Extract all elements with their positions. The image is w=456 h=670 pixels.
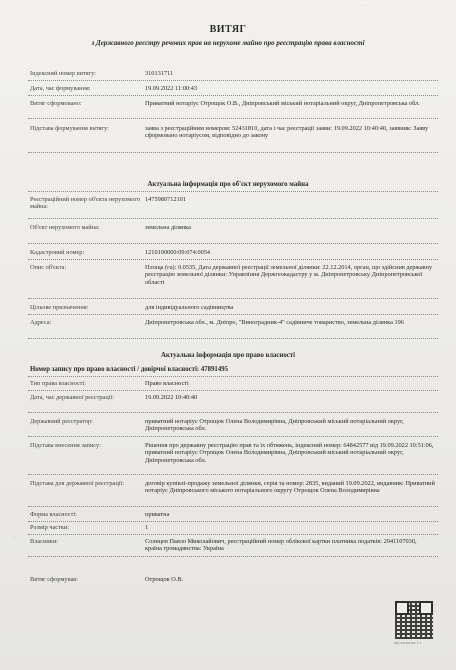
separator [28, 298, 438, 299]
separator [28, 474, 438, 475]
row-value: Площа (га): 0.0535, Дата державної реєстрації земельної ділянки: 22.12.2014, орган, що здійснив державну реєстрацію земельної ділянки: Управління Держгеокадастру у м. Дніпропетровську Дніпропетровської області [145, 264, 433, 286]
row-label: Опис об'єкта: [30, 264, 67, 271]
row-value: 1475980712101 [145, 196, 186, 203]
separator [28, 506, 438, 507]
row-value: Солнцев Павло Миколайович, реєстраційний номер облікової картки платника податків: 2941107030, країна громадянства: Україна [145, 538, 417, 553]
row-label: Державний реєстратор: [30, 418, 93, 425]
separator [28, 191, 438, 192]
row-label: Розмір частки: [30, 524, 70, 531]
row-value: 1210100000:09:074:0054 [145, 249, 211, 256]
row-label: Підстава внесення запису: [30, 442, 101, 449]
rights-section-heading: Актуальна інформація про право власності [161, 352, 295, 359]
separator [28, 521, 438, 522]
row-value: Дніпропетровська обл., м. Дніпро, "Виноградник-4" садівниче товариство, земельна ділянка 196 [145, 319, 404, 326]
separator [28, 556, 438, 557]
separator [28, 243, 438, 244]
separator [28, 338, 438, 339]
row-value: 19.09.2022 11:00:43 [145, 85, 198, 92]
row-label: Кадастровий номер: [30, 249, 85, 256]
separator [28, 534, 438, 535]
row-label: Витяг сформовано: [30, 100, 82, 107]
separator [28, 95, 438, 96]
separator [28, 152, 438, 153]
qr-caption: #01-XXXXXX-7.1 [394, 641, 422, 645]
document-subtitle: з Державного реєстру речових прав на нерухоме майно про реєстрацію права власності [91, 39, 365, 47]
row-label: Цільове призначення: [30, 304, 89, 311]
row-label: Тип права власності: [30, 380, 86, 387]
qr-code [395, 601, 433, 639]
row-value: Отрощок О.В. [145, 576, 184, 583]
row-label: Дата, час формування: [30, 85, 91, 92]
row-label: Підстава для державної реєстрації: [30, 480, 124, 487]
document-title: ВИТЯГ [209, 24, 247, 35]
row-value: договір купівлі-продажу земельної ділянки, серія та номер: 2835, виданий 19.09.2022, видавник: Приватний нотаріус Дніпровського міського нотаріального округу Отрощок Олена Володимирівна [145, 480, 435, 495]
separator [28, 412, 438, 413]
separator [28, 218, 438, 219]
row-label: Власники: [30, 538, 58, 545]
row-label: Дата, час державної реєстрації: [30, 394, 114, 401]
row-value: 1 [145, 524, 149, 531]
separator [28, 80, 438, 81]
ownership-record-number: Номер запису про право власності / довірчої власності: 47891495 [30, 366, 229, 373]
row-label: Об'єкт нерухомого майна: [30, 224, 100, 231]
row-label: Реєстраційний номер об'єкта нерухомого майна: [30, 196, 140, 211]
margin-mark: · [13, 535, 15, 541]
separator [28, 259, 438, 260]
row-label: Витяг сформував: [30, 576, 78, 583]
separator [28, 390, 438, 391]
separator [28, 436, 438, 437]
row-value: заява з реєстраційним номером: 52431810, дата і час реєстрації заяви: 19.09.2022 10:40:40, заявник: Заяву сформовано нотаріусом, відповідно до закону [145, 125, 429, 140]
row-value: приватний нотаріус Отрощок Олена Володимирівна, Дніпровський міський нотаріальний округ, Дніпропетровська обл. [145, 418, 404, 433]
row-label: Підстава формування витягу: [30, 125, 109, 132]
row-label: Форма власності: [30, 511, 77, 518]
separator [28, 314, 438, 315]
row-label: Адреса: [30, 319, 52, 326]
row-value: Право власності [145, 380, 189, 387]
object-section-heading: Актуальна інформація про об'єкт нерухомого майна [147, 181, 309, 188]
corner-note: · · [362, 4, 367, 9]
separator [28, 118, 438, 119]
row-value: 19.09.2022 10:40:40 [145, 394, 198, 401]
row-value: 310131711 [145, 70, 174, 77]
row-value: Приватний нотаріус Отрощок О.В., Дніпровський міський нотаріальний округ, Дніпропетровська обл. [145, 100, 420, 107]
row-label: Індексний номер витягу: [30, 70, 97, 77]
row-value: Рішення про державну реєстрацію прав та їх обтяжень, індексний номер: 64842577 від 19.09.2022 10:51:06, приватний нотаріус Отрощок Олена Володимирівна, Дніпровський міський нотаріальний округ, Дніпропетровська обл. [145, 442, 434, 464]
row-value: земельна ділянка [145, 224, 191, 231]
row-value: для індивідуального садівництва [145, 304, 234, 311]
row-value: приватна [145, 511, 170, 518]
separator [28, 376, 438, 377]
